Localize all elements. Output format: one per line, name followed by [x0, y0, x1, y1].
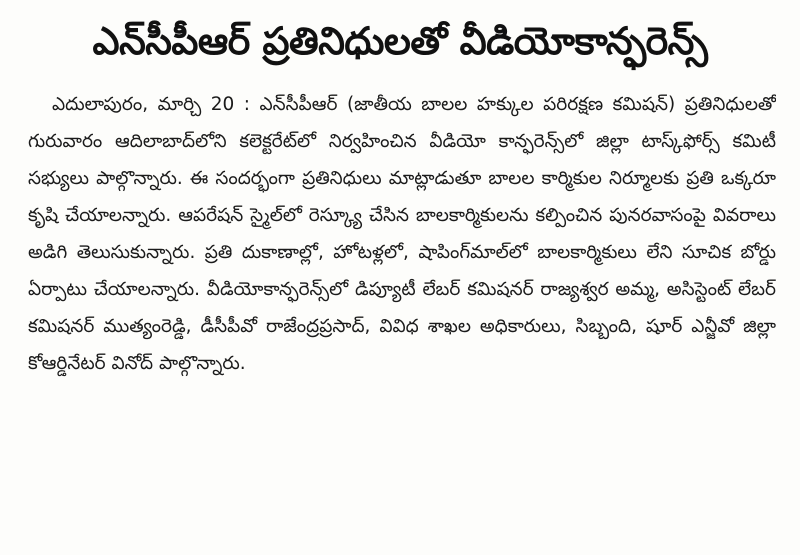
article-body: ఎదులాపురం, మార్చి 20 : ఎన్‌సీపీఆర్ (జాతీయ బాలల హక్కుల పరిరక్షణ కమిషన్) ప్రతినిధులతో గురువారం ఆదిలాబాద్‌లోని కలెక్టరేట్‌లో నిర్వహించిన వీడియో కాన్ఫరెన్స్‌లో జిల్లా టాస్క్‌ఫోర్స్ కమిటీ సభ్యులు పాల్గొన్నారు. ఈ సందర్భంగా ప్రతినిధులు మాట్లాడుతూ బాలల కార్మికుల నిర్మూలకు ప్రతి ఒక్కరూ కృషి చేయాలన్నారు. ఆపరేషన్ స్మైల్‌లో రెస్క్యూ చేసిన బాలకార్మికులను కల్పించిన పునరవాసంపై వివరాలు అడిగి తెలుసుకున్నారు. ప్రతి దుకాణాల్లో, హోటళ్లలో, షాపింగ్‌మాల్‌లో బాలకార్మికులు లేని సూచిక బోర్డు ఏర్పాటు చేయాలన్నారు. వీడియోకాన్ఫరెన్స్‌లో డిప్యూటీ లేబర్ కమిషనర్ రాజ్యశ్వర అమ్మ, అసిస్టెంట్ లేబర్ కమిషనర్ ముత్యంరెడ్డి, డీసీపీవో రాజేంద్రప్రసాద్, వివిధ శాఖల అధికారులు, సిబ్బంది, షూర్ ఎన్జీవో జిల్లా కోఆర్డినేటర్ వినోద్ పాల్గొన్నారు. — [28, 94, 776, 374]
article-headline: ఎన్‌సీపీఆర్ ప్రతినిధులతో వీడియోకాన్ఫరెన్స్ — [92, 19, 708, 63]
